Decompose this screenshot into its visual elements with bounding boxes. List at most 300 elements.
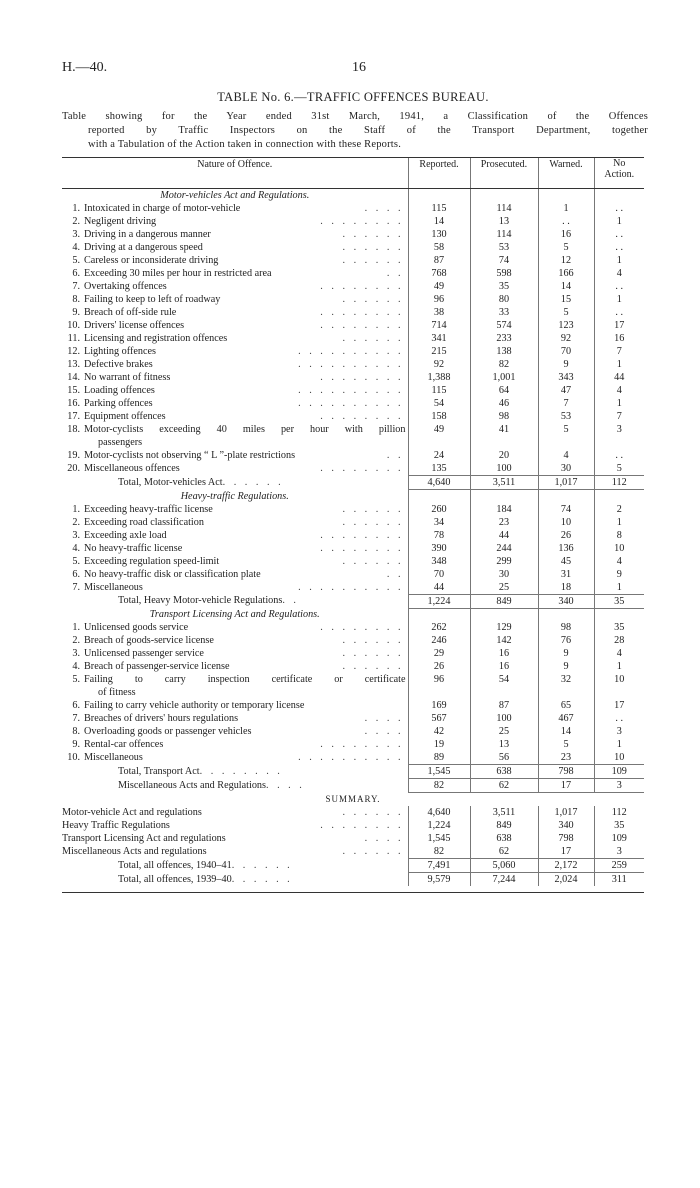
offence-cell bbox=[62, 621, 408, 634]
bottom-rule bbox=[62, 892, 644, 893]
summary-label-cell bbox=[62, 832, 408, 845]
table-row bbox=[62, 503, 644, 516]
cell-no-action: 1 bbox=[594, 358, 644, 371]
table-row bbox=[62, 332, 644, 345]
cell-no-action: 28 bbox=[594, 634, 644, 647]
offence-cell bbox=[62, 358, 408, 371]
offence-text: Breach of goods-service license bbox=[84, 635, 214, 646]
section-total-row bbox=[62, 765, 644, 779]
cell-prosecuted: 44 bbox=[470, 529, 538, 542]
offence-text: Breach of passenger-service license bbox=[84, 661, 230, 672]
offence-cell bbox=[62, 673, 408, 699]
leader-dots: . . . . . . bbox=[342, 333, 404, 344]
leader-dots: . . . . . . bbox=[342, 807, 404, 818]
leader-dots: . . bbox=[282, 595, 299, 606]
col-nature: Nature of Offence. bbox=[62, 158, 408, 189]
row-number: 17. bbox=[67, 411, 80, 422]
page-header bbox=[62, 60, 644, 76]
cell-prosecuted: 299 bbox=[470, 555, 538, 568]
table-row bbox=[62, 621, 644, 634]
summary-total-label-cell bbox=[62, 859, 408, 873]
offence-text: Overtaking offences bbox=[84, 281, 167, 292]
offence-text: No heavy-traffic disk or classification plate bbox=[84, 568, 261, 580]
cell-prosecuted: 74 bbox=[470, 254, 538, 267]
cell-warned: 123 bbox=[538, 319, 594, 332]
offence-cell bbox=[62, 647, 408, 660]
offence-cell bbox=[62, 542, 408, 555]
offence-text: No heavy-traffic license bbox=[84, 542, 183, 554]
table-row bbox=[62, 397, 644, 410]
cell-prosecuted: 54 bbox=[470, 673, 538, 699]
leader-dots: . . . . . . bbox=[342, 229, 404, 240]
cell-reported: 246 bbox=[408, 634, 470, 647]
row-number: 12. bbox=[67, 346, 80, 357]
leader-dots: . . bbox=[386, 268, 404, 279]
cell-reported: 260 bbox=[408, 503, 470, 516]
cell-reported: 26 bbox=[408, 660, 470, 673]
offence-text: Loading offences bbox=[84, 385, 155, 396]
cell-warned: 1 bbox=[538, 202, 594, 215]
summary-label-cell bbox=[62, 806, 408, 819]
cell-prosecuted: 114 bbox=[470, 202, 538, 215]
offence-cell bbox=[62, 634, 408, 647]
table-row bbox=[62, 254, 644, 267]
cell-no-action: 4 bbox=[594, 384, 644, 397]
summary-label: Heavy Traffic Regulations bbox=[62, 820, 170, 831]
table-row bbox=[62, 202, 644, 215]
table-row bbox=[62, 228, 644, 241]
row-number: 6. bbox=[72, 568, 80, 580]
misc-acts-label-cell bbox=[62, 779, 408, 793]
cell-warned: 2,172 bbox=[538, 859, 594, 873]
subtitle-line-2: reported by Traffic Inspectors on the Staff of the Transport Department, together bbox=[88, 125, 648, 136]
leader-dots: . . . . bbox=[364, 833, 404, 844]
offence-text: Equipment offences bbox=[84, 411, 166, 422]
row-number: 4. bbox=[72, 542, 80, 554]
offence-text: Overloading goods or passenger vehicles bbox=[84, 726, 252, 737]
offence-text: Intoxicated in charge of motor-vehicle bbox=[84, 203, 241, 214]
cell-no-action: 1 bbox=[594, 254, 644, 267]
cell-warned: 5 bbox=[538, 738, 594, 751]
cell-warned: 10 bbox=[538, 516, 594, 529]
leader-dots: . . . . . . . . bbox=[320, 739, 404, 750]
table-body bbox=[62, 189, 644, 887]
offence-text: Failing to carry vehicle authority or temporary license bbox=[84, 700, 305, 711]
summary-total-label: Total, all offences, 1939–40 bbox=[118, 873, 232, 885]
cell-reported: 9,579 bbox=[408, 873, 470, 887]
cell-no-action: . . bbox=[594, 449, 644, 462]
cell-warned: 15 bbox=[538, 293, 594, 306]
cell-no-action: 35 bbox=[594, 819, 644, 832]
row-number: 11. bbox=[67, 333, 80, 344]
table-row bbox=[62, 581, 644, 595]
cell-no-action: 10 bbox=[594, 542, 644, 555]
cell-prosecuted: 574 bbox=[470, 319, 538, 332]
offence-text: Motor-cyclists exceeding 40 miles per hour with pillion bbox=[84, 424, 406, 435]
total-label: Total, Transport Act bbox=[118, 765, 200, 777]
table-row bbox=[62, 280, 644, 293]
offence-cell bbox=[62, 410, 408, 423]
offence-cell bbox=[62, 738, 408, 751]
cell-warned: 47 bbox=[538, 384, 594, 397]
table-row bbox=[62, 725, 644, 738]
leader-dots: . . . . . . bbox=[342, 661, 404, 672]
cell-prosecuted: 3,511 bbox=[470, 806, 538, 819]
table-row bbox=[62, 542, 644, 555]
cell-reported: 34 bbox=[408, 516, 470, 529]
cell-no-action: 1 bbox=[594, 293, 644, 306]
cell-prosecuted: 30 bbox=[470, 568, 538, 581]
summary-label: Miscellaneous Acts and regulations bbox=[62, 846, 207, 857]
cell-prosecuted: 33 bbox=[470, 306, 538, 319]
cell-no-action: 10 bbox=[594, 673, 644, 699]
cell-prosecuted: 80 bbox=[470, 293, 538, 306]
cell-prosecuted: 100 bbox=[470, 462, 538, 476]
cell-prosecuted: 638 bbox=[470, 765, 538, 779]
misc-acts-label: Miscellaneous Acts and Regulations bbox=[118, 779, 266, 791]
offence-text: Exceeding heavy-traffic license bbox=[84, 503, 213, 515]
cell-warned: 5 bbox=[538, 241, 594, 254]
row-number: 4. bbox=[72, 242, 80, 253]
row-number: 3. bbox=[72, 648, 80, 659]
section-heading-row bbox=[62, 608, 644, 621]
cell-warned: 12 bbox=[538, 254, 594, 267]
cell-prosecuted: 98 bbox=[470, 410, 538, 423]
cell-prosecuted: 41 bbox=[470, 423, 538, 449]
cell-reported: 115 bbox=[408, 384, 470, 397]
summary-total-label: Total, all offences, 1940–41 bbox=[118, 859, 232, 871]
subtitle-line-1: Table showing for the Year ended 31st March, 1941, a Classification of the Offences bbox=[62, 111, 648, 122]
cell-warned: 798 bbox=[538, 765, 594, 779]
leader-dots: . . . . bbox=[364, 713, 404, 724]
cell-reported: 215 bbox=[408, 345, 470, 358]
cell-reported: 19 bbox=[408, 738, 470, 751]
table-row bbox=[62, 634, 644, 647]
cell-reported: 1,545 bbox=[408, 832, 470, 845]
cell-prosecuted: 35 bbox=[470, 280, 538, 293]
offence-text: Miscellaneous bbox=[84, 752, 143, 763]
offence-text: Parking offences bbox=[84, 398, 153, 409]
table-row bbox=[62, 647, 644, 660]
row-number: 19. bbox=[67, 450, 80, 461]
row-number: 2. bbox=[72, 635, 80, 646]
table-row bbox=[62, 306, 644, 319]
cell-no-action: 1 bbox=[594, 738, 644, 751]
table-row bbox=[62, 712, 644, 725]
cell-reported: 24 bbox=[408, 449, 470, 462]
cell-warned: 32 bbox=[538, 673, 594, 699]
cell-warned: 1,017 bbox=[538, 806, 594, 819]
cell-no-action: 17 bbox=[594, 699, 644, 712]
cell-warned: 30 bbox=[538, 462, 594, 476]
cell-reported: 49 bbox=[408, 280, 470, 293]
table-row bbox=[62, 555, 644, 568]
table-row bbox=[62, 267, 644, 280]
offence-text: Breach of off-side rule bbox=[84, 307, 177, 318]
row-number: 10. bbox=[67, 320, 80, 331]
cell-reported: 44 bbox=[408, 581, 470, 595]
offence-text: Exceeding road classification bbox=[84, 516, 204, 528]
offence-cell bbox=[62, 254, 408, 267]
cell-warned: 14 bbox=[538, 725, 594, 738]
cell-prosecuted: 56 bbox=[470, 751, 538, 765]
row-number: 2. bbox=[72, 216, 80, 227]
offence-cell bbox=[62, 699, 408, 712]
section-title: Heavy-traffic Regulations. bbox=[180, 490, 289, 502]
offence-cell bbox=[62, 462, 408, 476]
cell-prosecuted: 64 bbox=[470, 384, 538, 397]
row-number: 6. bbox=[72, 268, 80, 279]
leader-dots: . . . . . . bbox=[342, 846, 404, 857]
leader-dots: . . . . . . . . bbox=[320, 622, 404, 633]
cell-prosecuted: 13 bbox=[470, 215, 538, 228]
row-number: 9. bbox=[72, 739, 80, 750]
offence-cell bbox=[62, 293, 408, 306]
cell-reported: 1,388 bbox=[408, 371, 470, 384]
cell-no-action: 3 bbox=[594, 725, 644, 738]
cell-prosecuted: 5,060 bbox=[470, 859, 538, 873]
cell-prosecuted: 3,511 bbox=[470, 476, 538, 490]
cell-prosecuted: 23 bbox=[470, 516, 538, 529]
row-number: 10. bbox=[67, 752, 80, 763]
row-number: 6. bbox=[72, 700, 80, 711]
row-number: 13. bbox=[67, 359, 80, 370]
offences-table bbox=[62, 157, 644, 886]
cell-reported: 567 bbox=[408, 712, 470, 725]
cell-prosecuted: 142 bbox=[470, 634, 538, 647]
summary-label: Transport Licensing Act and regulations bbox=[62, 833, 226, 844]
offence-text-continued: of fitness bbox=[98, 687, 136, 698]
cell-reported: 158 bbox=[408, 410, 470, 423]
row-number: 5. bbox=[72, 255, 80, 266]
leader-dots: . . . . . . bbox=[342, 294, 404, 305]
cell-warned: 7 bbox=[538, 397, 594, 410]
table-row bbox=[62, 423, 644, 449]
cell-warned: 23 bbox=[538, 751, 594, 765]
table-row bbox=[62, 738, 644, 751]
row-number: 4. bbox=[72, 661, 80, 672]
offence-text: Exceeding regulation speed-limit bbox=[84, 555, 220, 567]
offence-text: Exceeding axle load bbox=[84, 529, 167, 541]
table-row bbox=[62, 345, 644, 358]
cell-no-action: 35 bbox=[594, 594, 644, 608]
cell-prosecuted: 46 bbox=[470, 397, 538, 410]
offence-cell bbox=[62, 241, 408, 254]
cell-no-action: . . bbox=[594, 241, 644, 254]
total-label-cell bbox=[62, 476, 408, 490]
summary-total-row bbox=[62, 859, 644, 873]
offence-text: Lighting offences bbox=[84, 346, 156, 357]
row-number: 1. bbox=[72, 622, 80, 633]
offence-text: Exceeding 30 miles per hour in restricted area bbox=[84, 268, 272, 279]
cell-reported: 768 bbox=[408, 267, 470, 280]
row-number: 8. bbox=[72, 726, 80, 737]
table-row bbox=[62, 660, 644, 673]
offence-cell bbox=[62, 516, 408, 529]
cell-reported: 4,640 bbox=[408, 806, 470, 819]
cell-prosecuted: 87 bbox=[470, 699, 538, 712]
offence-cell bbox=[62, 345, 408, 358]
cell-no-action: 3 bbox=[594, 779, 644, 793]
leader-dots: . . . . . . . . bbox=[320, 529, 404, 541]
leader-dots: . . . . . . . . bbox=[320, 307, 404, 318]
cell-no-action: 44 bbox=[594, 371, 644, 384]
cell-warned: 31 bbox=[538, 568, 594, 581]
leader-dots: . . . . . . . . bbox=[320, 820, 404, 831]
row-number: 8. bbox=[72, 294, 80, 305]
cell-prosecuted: 849 bbox=[470, 594, 538, 608]
table-row bbox=[62, 462, 644, 476]
total-label-cell bbox=[62, 594, 408, 608]
cell-warned: 4 bbox=[538, 449, 594, 462]
row-number: 7. bbox=[72, 281, 80, 292]
table-row bbox=[62, 568, 644, 581]
leader-dots: . . . . . . . . . . bbox=[298, 752, 404, 763]
cell-reported: 70 bbox=[408, 568, 470, 581]
cell-reported: 29 bbox=[408, 647, 470, 660]
cell-prosecuted: 1,001 bbox=[470, 371, 538, 384]
cell-warned: 92 bbox=[538, 332, 594, 345]
cell-no-action: 1 bbox=[594, 581, 644, 595]
leader-dots: . . . . . . . . . . bbox=[298, 581, 404, 593]
cell-warned: 467 bbox=[538, 712, 594, 725]
cell-no-action: 3 bbox=[594, 845, 644, 859]
row-number: 16. bbox=[67, 398, 80, 409]
cell-warned: 74 bbox=[538, 503, 594, 516]
cell-prosecuted: 638 bbox=[470, 832, 538, 845]
leader-dots: . . . . . . bbox=[342, 503, 404, 515]
cell-reported: 14 bbox=[408, 215, 470, 228]
summary-label-cell bbox=[62, 819, 408, 832]
cell-no-action: 1 bbox=[594, 397, 644, 410]
cell-reported: 115 bbox=[408, 202, 470, 215]
summary-row bbox=[62, 806, 644, 819]
cell-warned: 9 bbox=[538, 647, 594, 660]
offence-cell bbox=[62, 423, 408, 449]
cell-reported: 96 bbox=[408, 293, 470, 306]
table-row bbox=[62, 384, 644, 397]
cell-prosecuted: 16 bbox=[470, 647, 538, 660]
offence-cell bbox=[62, 660, 408, 673]
offence-cell bbox=[62, 581, 408, 595]
leader-dots: . . . . . . . . bbox=[320, 463, 404, 474]
row-number: 9. bbox=[72, 307, 80, 318]
cell-reported: 78 bbox=[408, 529, 470, 542]
cell-no-action: 4 bbox=[594, 267, 644, 280]
leader-dots: . . . . . . . . . . bbox=[298, 398, 404, 409]
cell-warned: 70 bbox=[538, 345, 594, 358]
leader-dots: . . . . . . bbox=[222, 476, 284, 488]
table-row bbox=[62, 516, 644, 529]
row-number: 3. bbox=[72, 529, 80, 541]
leader-dots: . . . . . . . . bbox=[320, 320, 404, 331]
cell-no-action: 7 bbox=[594, 410, 644, 423]
table-row bbox=[62, 410, 644, 423]
cell-prosecuted: 100 bbox=[470, 712, 538, 725]
leader-dots: . . . . . . . . bbox=[320, 216, 404, 227]
table-subtitle bbox=[62, 110, 648, 152]
summary-total-label-cell bbox=[62, 873, 408, 887]
cell-prosecuted: 53 bbox=[470, 241, 538, 254]
offence-cell bbox=[62, 267, 408, 280]
cell-prosecuted: 129 bbox=[470, 621, 538, 634]
offence-text: Unlicensed passenger service bbox=[84, 648, 204, 659]
section-heading-row bbox=[62, 490, 644, 503]
leader-dots: . . . . . . . . . . bbox=[298, 346, 404, 357]
table-row bbox=[62, 241, 644, 254]
offence-text: Failing to keep to left of roadway bbox=[84, 294, 221, 305]
cell-reported: 1,224 bbox=[408, 819, 470, 832]
cell-warned: 166 bbox=[538, 267, 594, 280]
cell-warned: 5 bbox=[538, 423, 594, 449]
cell-prosecuted: 184 bbox=[470, 503, 538, 516]
cell-no-action: 259 bbox=[594, 859, 644, 873]
table-row bbox=[62, 371, 644, 384]
summary-label: Motor-vehicle Act and regulations bbox=[62, 807, 202, 818]
summary-heading: SUMMARY. bbox=[325, 794, 381, 804]
cell-no-action: 4 bbox=[594, 555, 644, 568]
offence-text: Careless or inconsiderate driving bbox=[84, 255, 219, 266]
leader-dots: . . . . bbox=[265, 779, 305, 791]
cell-reported: 714 bbox=[408, 319, 470, 332]
cell-reported: 58 bbox=[408, 241, 470, 254]
section-title: Motor-vehicles Act and Regulations. bbox=[160, 190, 310, 201]
row-number: 2. bbox=[72, 516, 80, 528]
cell-no-action: 1 bbox=[594, 516, 644, 529]
misc-acts-row bbox=[62, 779, 644, 793]
cell-reported: 54 bbox=[408, 397, 470, 410]
cell-warned: 65 bbox=[538, 699, 594, 712]
offence-cell bbox=[62, 449, 408, 462]
offence-text: No warrant of fitness bbox=[84, 372, 171, 383]
offence-text: Miscellaneous offences bbox=[84, 463, 180, 474]
offence-cell bbox=[62, 397, 408, 410]
cell-warned: 17 bbox=[538, 845, 594, 859]
cell-reported: 7,491 bbox=[408, 859, 470, 873]
cell-no-action: 9 bbox=[594, 568, 644, 581]
leader-dots: . . . . . . bbox=[342, 648, 404, 659]
col-reported: Reported. bbox=[408, 158, 470, 189]
leader-dots: . . . . . . . . . . bbox=[298, 385, 404, 396]
offence-text: Rental-car offences bbox=[84, 739, 164, 750]
offence-cell bbox=[62, 712, 408, 725]
cell-warned: 798 bbox=[538, 832, 594, 845]
cell-prosecuted: 849 bbox=[470, 819, 538, 832]
cell-no-action: 112 bbox=[594, 806, 644, 819]
table-row bbox=[62, 529, 644, 542]
offence-text-continued: passengers bbox=[98, 437, 143, 448]
table-row bbox=[62, 673, 644, 699]
cell-no-action: . . bbox=[594, 202, 644, 215]
row-number: 18. bbox=[67, 424, 80, 435]
cell-prosecuted: 114 bbox=[470, 228, 538, 241]
offence-cell bbox=[62, 306, 408, 319]
leader-dots: . . . . . . . . bbox=[320, 411, 404, 422]
cell-warned: 17 bbox=[538, 779, 594, 793]
cell-no-action: 8 bbox=[594, 529, 644, 542]
row-number: 15. bbox=[67, 385, 80, 396]
cell-prosecuted: 13 bbox=[470, 738, 538, 751]
summary-total-row bbox=[62, 873, 644, 887]
table-title: TABLE No. 6.—TRAFFIC OFFENCES BUREAU. bbox=[217, 90, 489, 104]
col-no-action-line-2: Action. bbox=[604, 169, 635, 180]
cell-reported: 82 bbox=[408, 779, 470, 793]
cell-reported: 1,224 bbox=[408, 594, 470, 608]
cell-prosecuted: 16 bbox=[470, 660, 538, 673]
cell-warned: 5 bbox=[538, 306, 594, 319]
cell-warned: 76 bbox=[538, 634, 594, 647]
cell-reported: 92 bbox=[408, 358, 470, 371]
